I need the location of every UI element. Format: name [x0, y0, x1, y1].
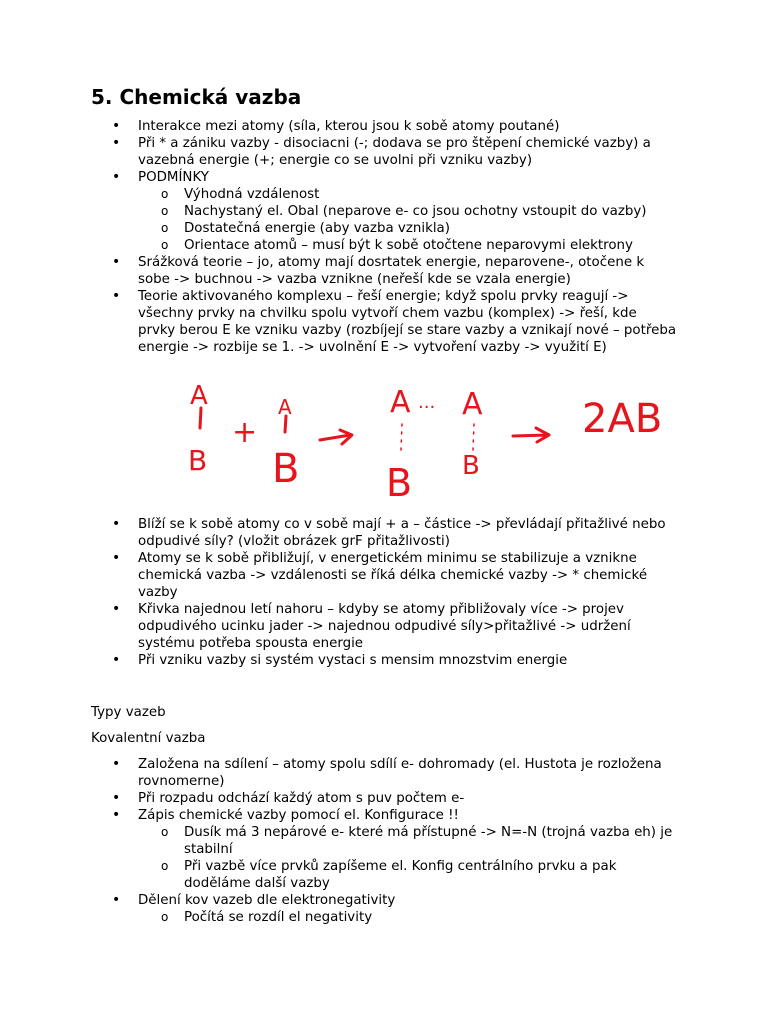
- list-item: • Při * a zániku vazby - disociacni (-; dodava se pro štěpení chemické vazby) a vazebná energie (+; energie co se uvolni při vzniku vazby): [0, 135, 678, 169]
- sub-list-item: o Nachystaný el. Obal (neparove e- co jsou ochotny vstoupit do vazby): [0, 203, 684, 220]
- energy-list: [0, 516, 768, 669]
- sub-list-item: o Orientace atomů – musí být k sobě otočtene neparovymi elektrony: [0, 237, 684, 254]
- subsection-heading: Kovalentní vazba: [91, 731, 206, 746]
- atom-b-label: B: [188, 444, 208, 477]
- bond-line: [200, 408, 201, 428]
- complex-bond-dotted: [401, 424, 402, 450]
- list-item: • Blíží se k sobě atomy co v sobě mají + a – částice -> převládají přitažlivé nebo odpudivé síly? (vložit obrázek grF přitažlivosti): [0, 516, 678, 550]
- list-item: • Založena na sdílení – atomy spolu sdílí e- dohromady (el. Hustota je rozložena rovnomerne): [0, 756, 678, 790]
- page-title: 5. Chemická vazba: [91, 85, 302, 109]
- atom-b-label: B: [272, 446, 300, 492]
- atom-a-label: A: [390, 385, 411, 420]
- plus-sign: +: [232, 415, 258, 450]
- list-item: • Při vzniku vazby si systém vystaci s mensim mnozstvim energie: [0, 652, 678, 669]
- handwritten-reaction-diagram: [180, 378, 700, 503]
- atom-a-label: A: [190, 381, 208, 411]
- complex-bond-dotted: [473, 424, 474, 450]
- list-item: • Interakce mezi atomy (síla, kterou jsou k sobě atomy poutané): [0, 118, 678, 135]
- sub-list-item: o Výhodná vzdálenost: [0, 186, 684, 203]
- atom-a-label: A: [462, 387, 483, 422]
- conditions-list: [0, 118, 768, 356]
- sub-list-item: o Počítá se rozdíl el negativity: [0, 909, 684, 926]
- section-heading: Typy vazeb: [91, 705, 166, 720]
- list-item: • Teorie aktivovaného komplexu – řeší energie; když spolu prvky reagují -> všechny prvky na chvilku spolu vytvoří chem vazbu (komplex) -> řeší, kde prvky berou E ke vzniku vazby (rozbíjejí se stare vazby a vznikají nové – potřeba energie -> rozbije se 1. -> uvolnění E -> vytvoření vazby -> využití E): [0, 288, 678, 356]
- sub-list-item: o Dostatečná energie (aby vazba vznikla): [0, 220, 684, 237]
- arrow-icon: [320, 430, 352, 444]
- product-label: 2AB: [582, 396, 663, 442]
- atom-b-label: B: [386, 461, 413, 503]
- list-item: • Zápis chemické vazby pomocí el. Konfigurace !!: [0, 807, 678, 824]
- list-item: • Atomy se k sobě přibližují, v energetickém minimu se stabilizuje a vzniknе chemická vazba -> vzdálenosti se říká délka chemické vazby -> * chemické vazby: [0, 550, 678, 601]
- list-item: • Při rozpadu odchází každý atom s puv počtem e-: [0, 790, 678, 807]
- complex-dots: ...: [418, 392, 436, 413]
- list-item: • PODMÍNKY: [0, 169, 678, 186]
- atom-b-label: B: [462, 451, 480, 481]
- list-item: • Křivka najednou letí nahoru – kdyby se atomy přibližovaly více -> projev odpudivého ucinku jader -> najednou odpudivé síly>přitažlivé -> udržení systému potřeba spousta energie: [0, 601, 678, 652]
- list-item: • Dělení kov vazeb dle elektronegativity: [0, 892, 678, 909]
- sub-list-item: o Při vazbě více prvků zapíšeme el. Konfig centrálního prvku a pak doděláme další vazby: [0, 858, 684, 892]
- covalent-list: [0, 756, 768, 926]
- arrow-icon: [513, 428, 549, 442]
- atom-a-label: A: [278, 395, 292, 419]
- list-item: • Srážková teorie – jo, atomy mají dosrtatek energie, neparovene-, otočene k sobe -> buchnou -> vazba vznikne (neřeší kde se vzala energie): [0, 254, 678, 288]
- sub-list-item: o Dusík má 3 nepárové e- které má přístupné -> N=-N (trojná vazba eh) je stabilní: [0, 824, 684, 858]
